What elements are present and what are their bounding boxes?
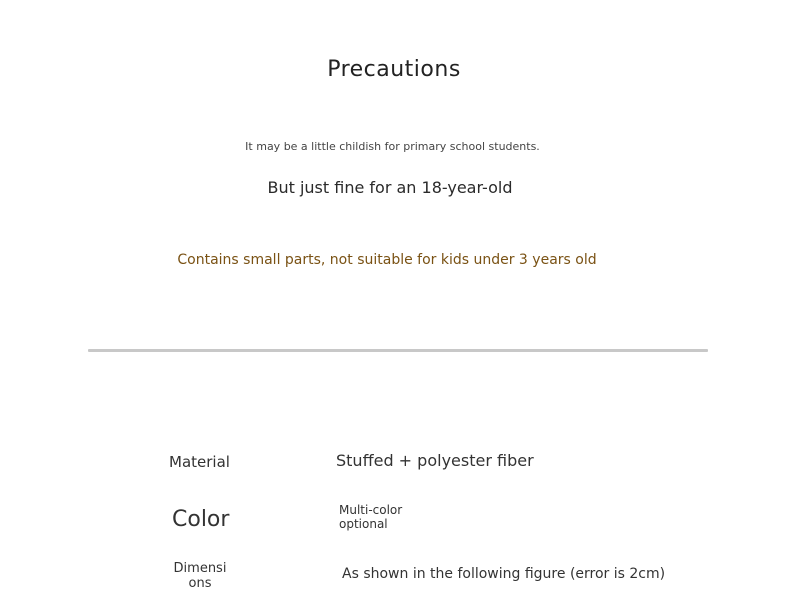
precautions-title: Precautions [327,57,461,82]
spec-value-color [339,503,419,531]
spec-value-dimensions: As shown in the following figure (error is 2cm) [342,566,666,582]
spec-value-color-line1: Multi-color [339,503,403,517]
spec-value-material: Stuffed + polyester fiber [336,451,534,470]
spec-label-material: Material [169,453,230,471]
small-parts-warning: Contains small parts, not suitable for kids under 3 years old [177,252,597,268]
spec-label-dimensions: Dimensions [173,561,227,591]
age-note-small: It may be a little childish for primary school students. [245,140,540,153]
age-note-main: But just fine for an 18-year-old [267,178,513,197]
section-divider [88,349,708,352]
spec-value-color-line2: optional [339,517,388,531]
spec-label-color: Color [172,507,230,532]
